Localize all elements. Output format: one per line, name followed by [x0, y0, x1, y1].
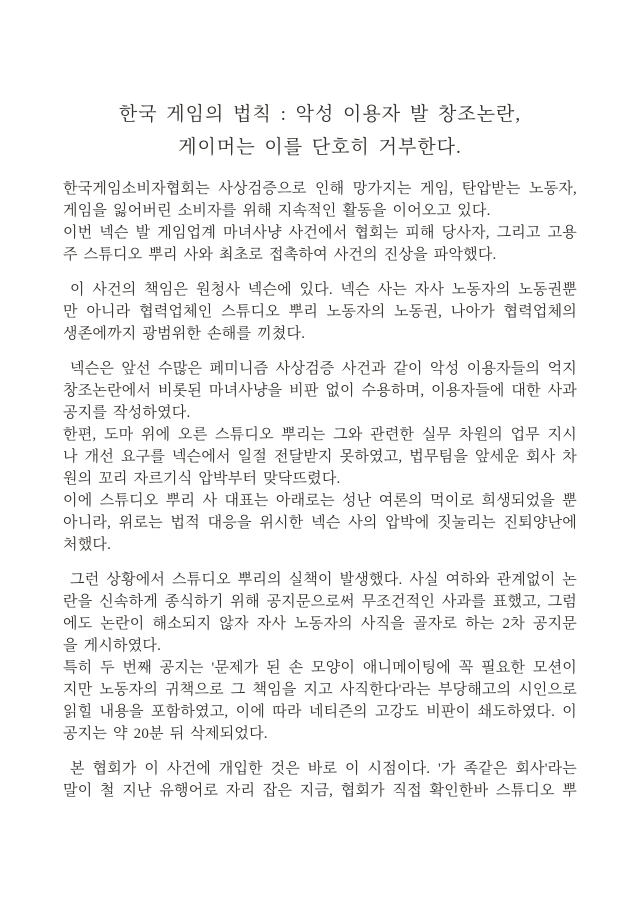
text-line: 처했다. — [63, 537, 112, 553]
document-title-line-1: 한국 게임의 법칙 : 악성 이용자 발 창조논란, — [118, 104, 522, 125]
text-line: 만 아니라 협력업체인 스튜디오 뿌리 노동자의 노동권, 나아가 협력업체의 — [63, 304, 577, 320]
text-line: 넥슨은 앞선 수많은 페미니즘 사상검증 사건과 같이 악성 이용자들의 억지 — [70, 361, 577, 377]
text-line: 에도 논란이 해소되지 않자 자사 노동자의 사직을 골자로 하는 2차 공지문 — [63, 616, 577, 632]
text-line: 이에 스튜디오 뿌리 사 대표는 아래로는 성난 여론의 먹이로 희생되었을 뿐 — [63, 493, 577, 509]
text-line: 생존에까지 광범위한 손해를 끼쳤다. — [63, 326, 306, 342]
text-line: 말이 철 지난 유행어로 자리 잡은 지금, 협회가 직접 확인한바 스튜디오 뿌 — [63, 783, 577, 799]
text-line: 그런 상황에서 스튜디오 뿌리의 실책이 발생했다. 사실 여하와 관계없이 논 — [70, 572, 577, 588]
paragraph — [63, 178, 577, 266]
text-line: 아니라, 위로는 법적 대응을 위시한 넥슨 사의 압박에 짓눌리는 진퇴양난에 — [63, 515, 577, 531]
text-line: 읽힐 내용을 포함하였고, 이에 따라 네티즌의 고강도 비판이 쇄도하였다. 이 — [63, 704, 577, 720]
document-title — [63, 98, 577, 164]
document-title-line-2: 게이머는 이를 단호히 거부한다. — [178, 137, 462, 158]
text-line: 이번 넥슨 발 게임업계 마녀사냥 사건에서 협회는 피해 당사자, 그리고 고용 — [63, 225, 577, 241]
text-line: 나 개선 요구를 넥슨에서 일절 전달받지 못하였고, 법무팀을 앞세운 회사 차 — [63, 449, 577, 465]
text-line: 공지는 약 20분 뒤 삭제되었다. — [63, 726, 268, 742]
text-line: 주 스튜디오 뿌리 사와 최초로 접촉하여 사건의 진상을 파악했다. — [63, 247, 497, 263]
document-body — [63, 178, 577, 802]
text-line: 지만 노동자의 귀책으로 그 책임을 지고 사직한다'라는 부당해고의 시인으로 — [63, 682, 577, 698]
text-line: 공지를 작성하였다. — [63, 405, 191, 421]
text-line: 을 게시하였다. — [63, 638, 162, 654]
text-line: 원의 꼬리 자르기식 압박부터 맞닥뜨렸다. — [63, 471, 341, 487]
text-line: 본 협회가 이 사건에 개입한 것은 바로 이 시점이다. '가 족같은 회사'라는 — [70, 761, 577, 777]
text-line: 특히 두 번째 공지는 '문제가 된 손 모양이 애니메이팅에 꼭 필요한 모션이 — [63, 660, 577, 676]
text-line: 한편, 도마 위에 오른 스튜디오 뿌리는 그와 관련한 실무 차원의 업무 지시 — [63, 427, 577, 443]
text-line: 창조논란에서 비롯된 마녀사냥을 비판 없이 수용하며, 이용자들에 대한 사과 — [63, 383, 577, 399]
paragraph — [63, 358, 577, 556]
text-line: 이 사건의 책임은 원청사 넥슨에 있다. 넥슨 사는 자사 노동자의 노동권뿐 — [70, 282, 577, 298]
paragraph — [63, 279, 577, 345]
paragraph — [63, 569, 577, 745]
text-line: 란을 신속하게 종식하기 위해 공지문으로써 무조건적인 사과를 표했고, 그럼 — [63, 594, 577, 610]
text-line: 한국게임소비자협회는 사상검증으로 인해 망가지는 게임, 탄압받는 노동자, — [63, 181, 577, 197]
paragraph — [63, 758, 577, 802]
text-line: 게임을 잃어버린 소비자를 위해 지속적인 활동을 이어오고 있다. — [63, 203, 491, 219]
